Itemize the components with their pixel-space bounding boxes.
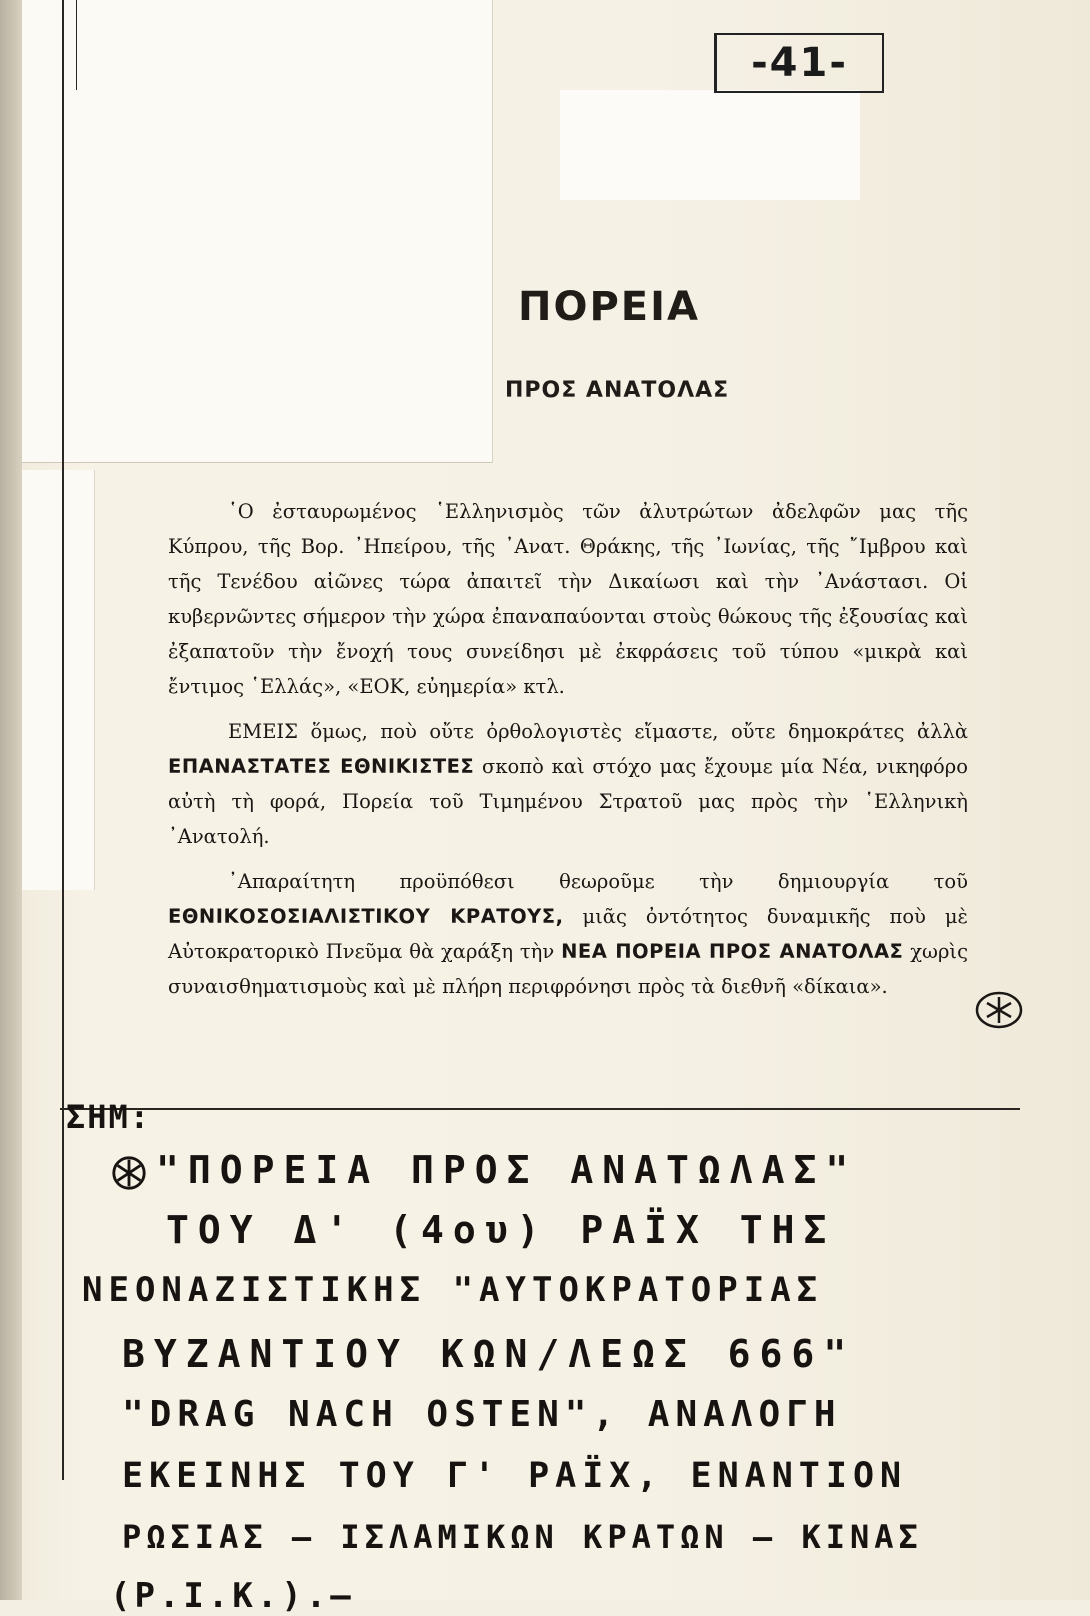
note-line-2: ΤΟΥ Δ' (4ου) ΡΑΪΧ ΤΗΣ [166,1208,836,1252]
paragraph-3-text-b: μιᾶς ὀντότητος δυναμικῆς ποὺ μὲ Αὐτοκρατορικὸ Πνεῦμα θὰ χαράξη τὴν [168,905,968,963]
paragraph-2-text-a: ΕΜΕΙΣ ὅμως, ποὺ οὔτε ὀρθολογιστὲς εἴμαστε, οὔτε δημοκράτες ἀλλὰ [228,720,968,743]
note-line-4: ΒΥΖΑΝΤΙΟΥ ΚΩΝ/ΛΕΩΣ 666" [122,1332,856,1376]
article-body [168,494,968,1014]
note-label: ΣΗΜ: [66,1098,152,1136]
pasted-paper-edge-line [62,0,64,1480]
pasted-paper-top [22,0,493,463]
scan-binding-edge [0,0,22,1600]
asterisk-circle-icon [974,990,1024,1030]
paragraph-3-text-a: ᾿Απαραίτητη προϋπόθεσι θεωροῦμε τὴν δημιουργία τοῦ [228,870,968,893]
note-line-3: ΝΕΟΝΑΖΙΣΤΙΚΗΣ "ΑΥΤΟΚΡΑΤΟΡΙΑΣ [82,1270,824,1310]
note-line-6: ΕΚΕΙΝΗΣ ΤΟΥ Γ' ΡΑΪΧ, ΕΝΑΝΤΙΟΝ [122,1456,908,1496]
paragraph-2-text-b: σκοπὸ καὶ στόχο μας ἔχουμε μία Νέα, νικηφόρο αὐτὴ τὴ φορά, Πορεία τοῦ Τιμημένου Στρατοῦ μας πρὸς τὴν ῾Ελληνικὴ ᾿Ανατολή. [168,755,968,848]
page-subtitle: ΠΡΟΣ ΑΝΑΤΟΛΑΣ [505,378,730,403]
note-line-1 [110,1148,857,1192]
paragraph-2 [168,714,968,854]
pasted-paper-left [22,470,95,890]
paragraph-3-emphasis-2: ΝΕΑ ΠΟΡΕΙΑ ΠΡΟΣ ΑΝΑΤΟΛΑΣ [561,940,904,963]
page-number: -41- [714,33,884,93]
note-line-1-text: "ΠΟΡΕΙΑ ΠΡΟΣ ΑΝΑΤΩΛΑΣ" [156,1148,858,1192]
asterisk-circle-icon [110,1154,148,1192]
paragraph-1: ῾Ο ἐσταυρωμένος ῾Ελληνισμὸς τῶν ἀλυτρώτων ἀδελφῶν μας τῆς Κύπρου, τῆς Βορ. ᾿Ηπείρου, τῆς ᾿Ανατ. Θράκης, τῆς ᾿Ιωνίας, τῆς ῎Ιμβρου καὶ τῆς Τενέδου αἰῶνες τώρα ἀπαιτεῖ τὴν Δικαίωσι καὶ τὴν ᾿Ανάστασι. Οἱ κυβερνῶντες σήμερον τὴν χώρα ἐπαναπαύονται στοὺς θώκους τῆς ἐξουσίας καὶ ἐξαπατοῦν τὴν ἔνοχή τους συνείδησι μὲ ἐκφράσεις τοῦ τύπου «μικρὰ καὶ ἔντιμος ῾Ελλάς», «ΕΟΚ, εὐημερία» κτλ. [168,500,968,698]
pasted-paper-edge-line-2 [76,0,77,90]
note-divider-line [60,1108,1020,1110]
page-title: ΠΟΡΕΙΑ [518,284,700,330]
paragraph-2-emphasis: ΕΠΑΝΑΣΤΑΤΕΣ ΕΘΝΙΚΙΣΤΕΣ [168,755,475,778]
note-line-7: ΡΩΣΙΑΣ — ΙΣΛΑΜΙΚΩΝ ΚΡΑΤΩΝ — ΚΙΝΑΣ [122,1518,923,1556]
note-line-5: "DRAG NACH OSTEN", ΑΝΑΛΟΓΗ [122,1394,842,1435]
note-line-8: (Ρ.Ι.Κ.).— [110,1576,355,1616]
paragraph-3-text-c: χωρὶς συναισθηματισμοὺς καὶ μὲ πλήρη περιφρόνησι πρὸς τὰ διεθνῆ «δίκαια». [168,940,968,998]
correction-patch [560,90,860,200]
paragraph-3-emphasis-1: ΕΘΝΙΚΟΣΟΣΙΑΛΙΣΤΙΚΟΥ ΚΡΑΤΟΥΣ, [168,905,564,928]
paragraph-3 [168,864,968,1004]
